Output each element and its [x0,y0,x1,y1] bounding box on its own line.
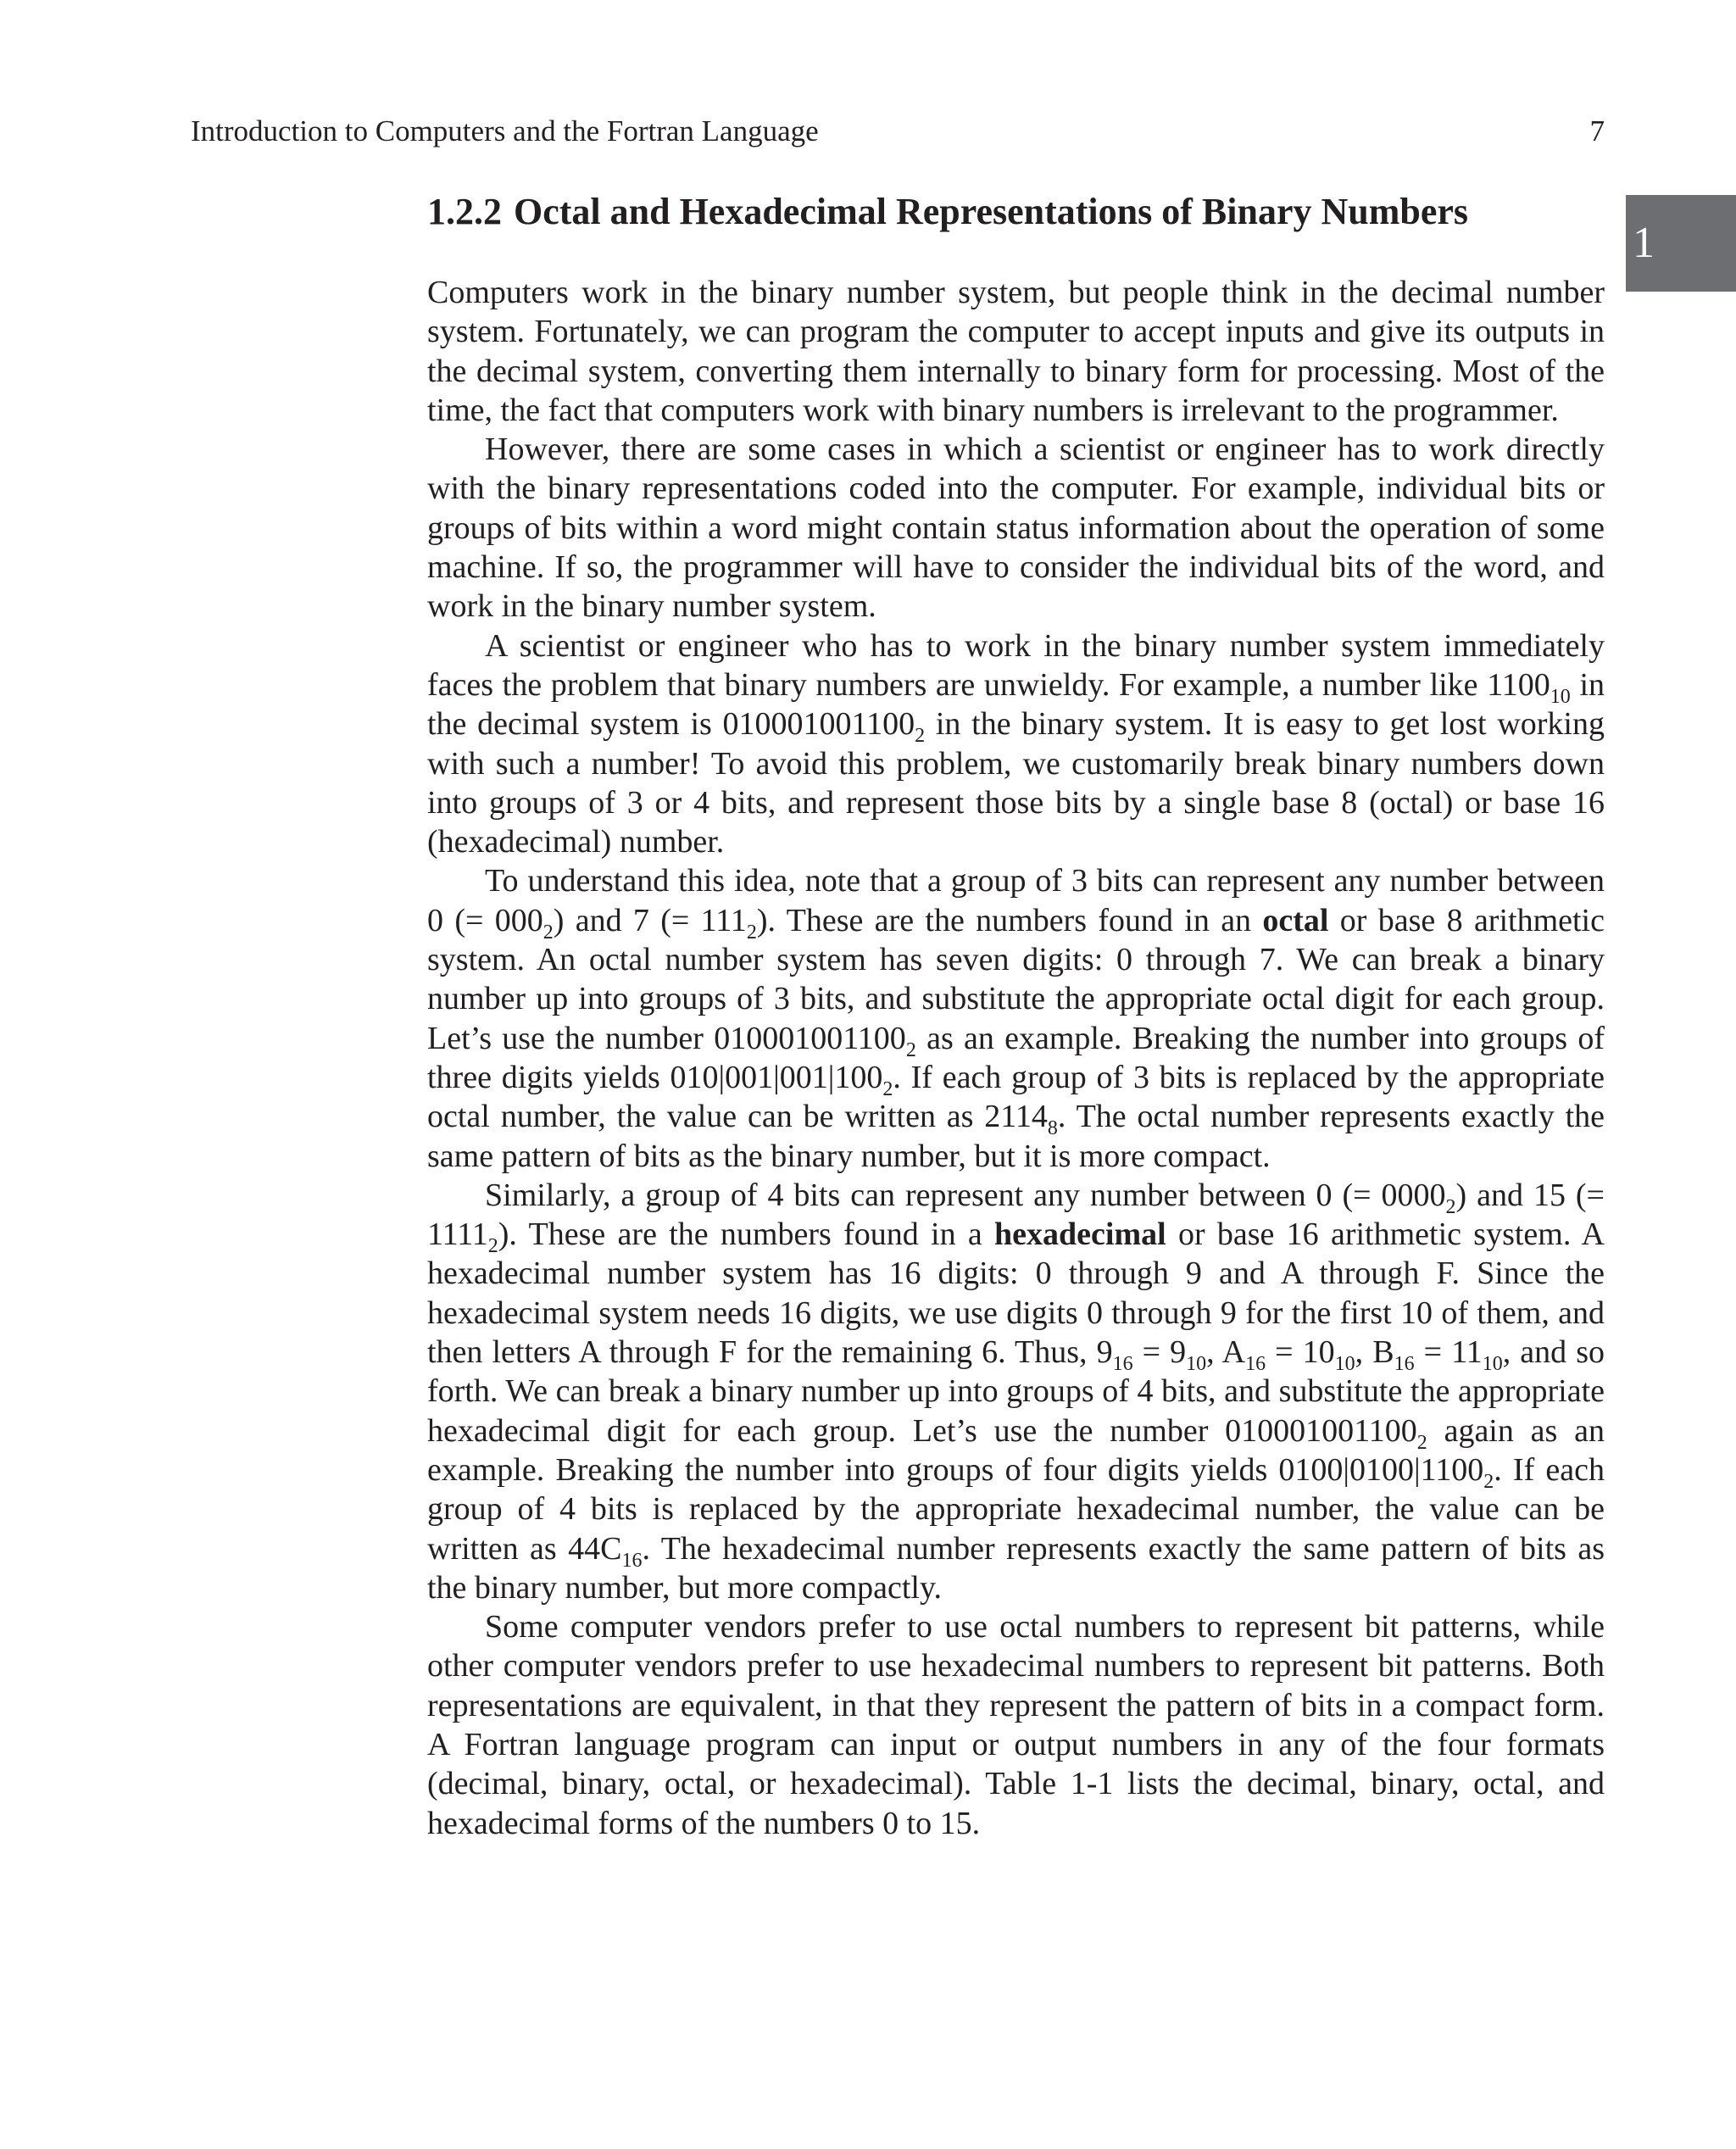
text-run: . The hexadecimal number represents exactly the same pattern of bits as the binary number, but more compactly. [427,1530,1605,1606]
subscript: 10 [1482,1353,1503,1376]
subscript: 8 [1047,1117,1058,1140]
subscript: 16 [1245,1353,1266,1376]
subscript: 2 [1483,1470,1494,1493]
text-run: Some computer vendors prefer to use octal numbers to represent bit patterns, while other computer vendors prefer to use hexadecimal numbers to represent bit patterns. Both representations are equivalent, in that they represent the pattern of bits in a compact form. A Fortran language program can input or output numbers in any of the four formats (decimal, binary, octal, or hexadecimal). Table 1-1 lists the decimal, binary, octal, and hexadecimal forms of the numbers 0 to 15. [427,1609,1605,1841]
text-run: , A [1206,1334,1246,1371]
subscript: 2 [1416,1431,1427,1454]
text-run: or base 16 arithmetic system. A hexadecimal number system has 16 digits: 0 through 9 and A through F. Since the hexadecimal system needs 16 digits, we use digits 0 through 9 for the first 10 of them, and then letters A through F for the remaining 6. Thus, 9 [427,1216,1605,1371]
text-run: as an example. Breaking the number into groups of three digits yields 010|001|001|100 [427,1020,1605,1095]
bold-term: hexadecimal [994,1216,1166,1253]
subscript: 2 [905,1038,916,1061]
paragraph [427,273,1605,430]
text-run: = 9 [1132,1334,1187,1371]
section-number: 1.2.2 [427,191,502,232]
text-run: ) and 7 (= 111 [553,902,747,938]
text-run: . The octal number represents exactly the same pattern of bits as the binary number, but it is more compact. [427,1099,1605,1174]
section-title: Octal and Hexadecimal Representations of Binary Numbers [514,191,1469,232]
subscript: 2 [542,921,554,944]
text-run: , and so forth. We can break a binary number up into groups of 4 bits, and substitute the appropriate hexadecimal digit for each group. Let’s use the number 010001001100 [427,1334,1605,1449]
running-header [191,110,1605,153]
text-run: ) and 15 (= 1111 [427,1177,1605,1253]
subscript: 16 [1394,1353,1415,1376]
section-heading [427,187,1605,237]
text-run: in the decimal system is 010001001100 [427,666,1605,743]
subscript: 10 [1186,1353,1207,1376]
paragraph [427,861,1605,1175]
subscript: 2 [882,1077,893,1100]
subscript: 2 [746,921,757,944]
paragraph [427,1607,1605,1843]
subscript: 2 [1445,1195,1456,1218]
running-title: Introduction to Computers and the Fortran Language [191,114,819,148]
text-run: or base 8 arithmetic system. An octal number system has seven digits: 0 through 7. We can break a binary number up into groups of 3 bits, and substitute the appropriate octal digit for each group. Let’s use the number 010001001100 [427,902,1605,1056]
text-run: , B [1355,1334,1394,1371]
subscript: 2 [915,725,926,748]
text-run: However, there are some cases in which a scientist or engineer has to work directly with the binary representations coded into the computer. For example, individual bits or groups of bits within a word might contain status information about the operation of some machine. If so, the programmer will have to consider the individual bits of the word, and work in the binary number system. [427,431,1605,625]
text-run: = 11 [1414,1334,1483,1371]
subscript: 10 [1550,685,1571,708]
paragraph [427,626,1605,862]
subscript: 16 [1112,1353,1133,1376]
page-number: 7 [1589,114,1605,148]
subscript: 16 [621,1549,643,1572]
text-run: A scientist or engineer who has to work in the binary number system immediately faces the problem that binary numbers are unwieldy. For example, a number like 1100 [427,627,1605,703]
text-run: . If each group of 4 bits is replaced by the appropriate hexadecimal number, the value can be written as 44C [427,1451,1605,1567]
text-run: in the binary system. It is easy to get lost working with such a number! To avoid this problem, we customarily break binary numbers down into groups of 3 or 4 bits, and represent those bits by a single base 8 (octal) or base 16 (hexadecimal) number. [427,706,1605,860]
body-text [427,273,1605,1843]
paragraph [427,1176,1605,1607]
text-run: = 10 [1266,1334,1335,1371]
text-run: Computers work in the binary number system, but people think in the decimal number system. Fortunately, we can program the computer to accept inputs and give its outputs in the decimal system, converting them internally to binary form for processing. Most of the time, the fact that computers work with binary numbers is irrelevant to the programmer. [427,275,1605,428]
text-run: ). These are the numbers found in a [498,1216,995,1253]
text-run: again as an example. Breaking the number into groups of four digits yields 0100|0100|1100 [427,1412,1605,1488]
text-run: ). These are the numbers found in an [756,902,1263,938]
bold-term: octal [1262,902,1329,938]
subscript: 2 [487,1235,498,1258]
text-run: To understand this idea, note that a group of 3 bits can represent any number between 0 (= 000 [427,863,1605,938]
chapter-tab: 1 [1626,195,1736,292]
paragraph [427,430,1605,626]
text-run: . If each group of 3 bits is replaced by the appropriate octal number, the value can be written as 2114 [427,1059,1605,1135]
subscript: 10 [1334,1353,1355,1376]
text-run: Similarly, a group of 4 bits can represent any number between 0 (= 0000 [485,1177,1446,1213]
